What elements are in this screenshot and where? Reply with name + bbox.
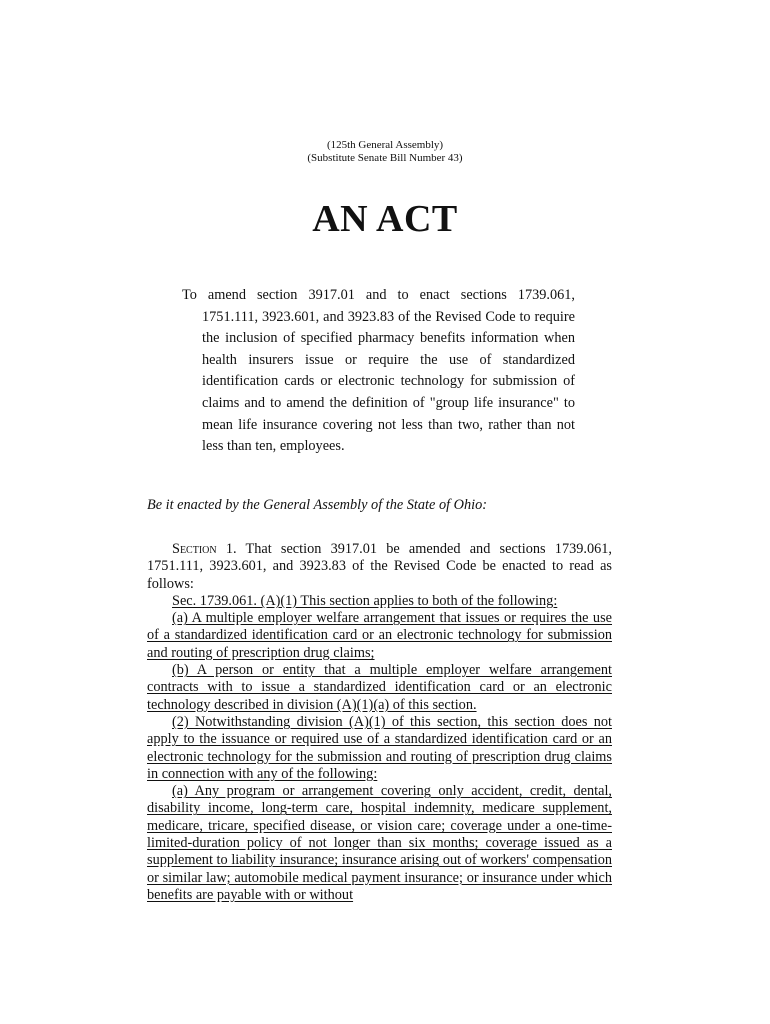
division-a1a: [147, 610, 612, 662]
act-title: AN ACT: [312, 198, 458, 240]
general-assembly-line: (125th General Assembly): [326, 139, 444, 151]
enacted-text: (a) Any program or arrangement covering only accident, credit, dental, disability income, long-term care, hospital indemnity, medicare supplement, medicare, tricare, specified disease, or vision care; coverage under a one-time-limited-duration policy of not longer than six months; coverage issued as a supplement to liability insurance; insurance arising out of workers' compensation or similar law; automobile medical payment insurance; or insurance under which benefits are payable with or without: [147, 783, 612, 903]
act-purpose: To amend section 3917.01 and to enact sections 1739.061, 1751.111, 3923.601, and 3923.83 of the Revised Code to require the inclusion of specified pharmacy benefits information when health insurers issue or require the use of standardized identification cards or electronic technology for submission of claims and to amend the definition of "group life insurance" to mean life insurance covering not less than two, rather than not less than ten, employees.: [182, 287, 575, 455]
section-1-paragraph: [147, 541, 612, 593]
bill-number-line: (Substitute Senate Bill Number 43): [307, 152, 463, 164]
division-a1b: [147, 662, 612, 714]
enacted-text: (b) A person or entity that a multiple employer welfare arrangement contracts with to issue a standardized identification card or an electronic technology described in division (A)(1)(a) of this section.: [147, 662, 612, 713]
section-label: Section: [172, 541, 217, 557]
enacting-clause: Be it enacted by the General Assembly of the State of Ohio:: [147, 497, 487, 513]
enacted-text: (a) A multiple employer welfare arrangement that issues or requires the use of a standardized identification card or an electronic technology for submission and routing of prescription drug claims;: [147, 610, 612, 661]
division-a2: [147, 714, 612, 783]
section-1739-061-heading: [147, 593, 612, 610]
enacted-text: Sec. 1739.061. (A)(1) This section applies to both of the following:: [172, 592, 558, 609]
section-1-text: 1. That section 3917.01 be amended and sections 1739.061, 1751.111, 3923.601, and 3923.83 of the Revised Code be enacted to read as follows:: [147, 541, 612, 592]
enacted-text: (2) Notwithstanding division (A)(1) of this section, this section does not apply to the issuance or required use of a standardized identification card or an electronic technology for the submission and routing of prescription drug claims in connection with any of the following:: [147, 713, 612, 782]
bill-header: [0, 139, 770, 165]
division-a2a: [147, 783, 612, 904]
act-body: [147, 541, 612, 904]
